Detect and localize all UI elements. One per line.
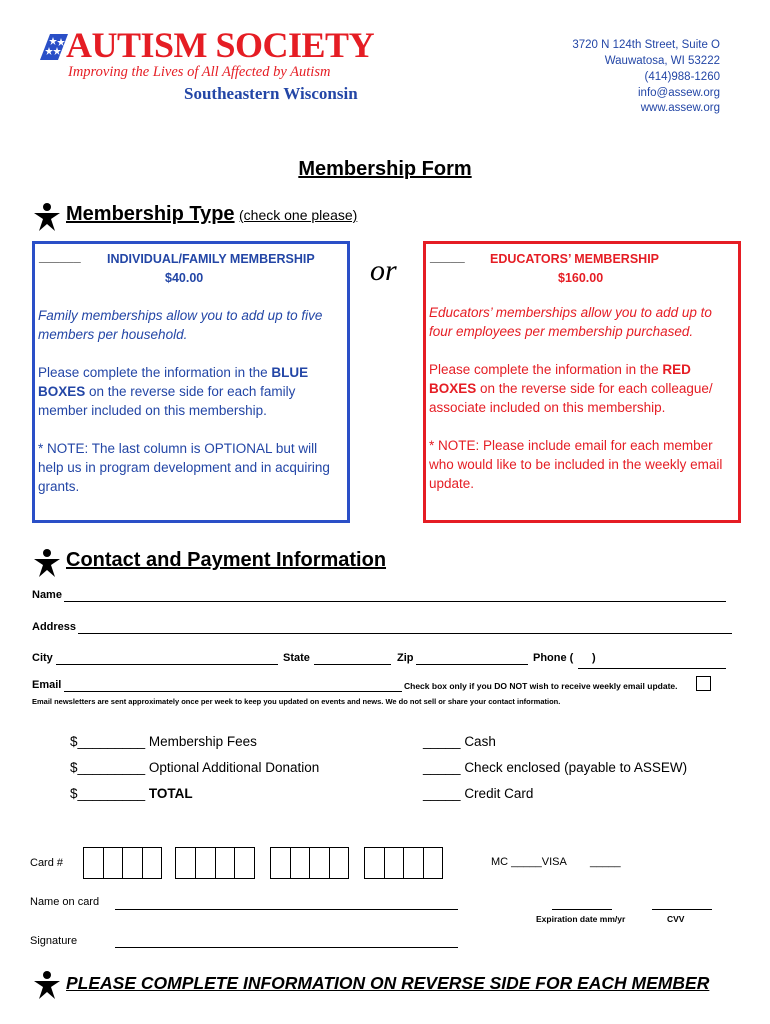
website[interactable]: www.assew.org <box>640 102 720 114</box>
educators-para1: Educators’ memberships allow you to add up to four employees per membership purchased. <box>429 305 712 339</box>
card-digits-group-2[interactable] <box>175 847 255 879</box>
email-address[interactable]: info@assew.org <box>638 87 720 99</box>
membership-heading-row <box>66 203 357 226</box>
email-label: Email <box>32 679 62 691</box>
educators-membership-title: EDUCATORS’ MEMBERSHIP <box>490 252 660 266</box>
person-star-icon <box>32 548 62 578</box>
email-optout-text: Check box only if you DO NOT wish to receive weekly email update. <box>404 681 678 691</box>
name-field[interactable] <box>64 601 726 602</box>
signature-label: Signature <box>30 935 78 947</box>
individual-membership-title: INDIVIDUAL/FAMILY MEMBERSHIP <box>107 252 315 266</box>
phone-close-paren: ) <box>592 652 596 664</box>
address-field[interactable] <box>78 633 732 634</box>
signature-field[interactable] <box>115 947 458 948</box>
individual-para2: Please complete the information in the BLUE BOXES on the reverse side for each family member included on this membership. <box>38 365 309 418</box>
footer-instruction: PLEASE COMPLETE INFORMATION ON REVERSE SIDE FOR EACH MEMBER <box>66 973 710 993</box>
address-line2: Wauwatosa, WI 53222 <box>604 55 720 67</box>
card-digits-group-1[interactable] <box>83 847 162 879</box>
state-label: State <box>283 652 310 664</box>
cvv-field[interactable] <box>652 909 712 910</box>
educators-checkbox-blank[interactable]: _____ <box>430 250 465 264</box>
logo-stars-icon <box>36 32 70 62</box>
cash-option[interactable]: _____ Cash <box>423 734 496 749</box>
card-digits-group-4[interactable] <box>364 847 443 879</box>
individual-membership-box <box>32 241 350 523</box>
org-region: Southeastern Wisconsin <box>184 84 358 103</box>
expiration-label: Expiration date mm/yr <box>536 914 626 924</box>
email-field[interactable] <box>64 691 402 692</box>
cvv-label: CVV <box>667 914 685 924</box>
phone-number: (414)988-1260 <box>644 71 720 83</box>
state-field[interactable] <box>314 664 391 665</box>
card-type-mc-visa[interactable]: MC _____VISA <box>491 856 567 868</box>
total-row[interactable]: $_________ TOTAL <box>70 786 193 801</box>
membership-type-heading: Membership Type <box>66 203 235 225</box>
credit-card-option[interactable]: _____ Credit Card <box>423 786 534 801</box>
form-title: Membership Form <box>298 158 472 180</box>
individual-note: * NOTE: The last column is OPTIONAL but will help us in program development and in acquiring grants. <box>38 441 330 494</box>
zip-field[interactable] <box>416 664 528 665</box>
or-word: or <box>370 254 397 287</box>
individual-membership-price: $40.00 <box>165 271 204 285</box>
individual-checkbox-blank[interactable]: ______ <box>39 250 81 264</box>
expiration-field[interactable] <box>552 909 612 910</box>
name-on-card-label: Name on card <box>30 896 100 908</box>
membership-heading-note: (check one please) <box>239 207 358 223</box>
email-optout-checkbox[interactable] <box>696 676 711 691</box>
zip-label: Zip <box>397 652 414 664</box>
individual-para1: Family memberships allow you to add up to five members per household. <box>38 308 323 342</box>
educators-membership-box <box>423 241 741 523</box>
educators-membership-price: $160.00 <box>558 271 604 285</box>
city-field[interactable] <box>56 664 278 665</box>
check-option[interactable]: _____ Check enclosed (payable to ASSEW) <box>423 760 688 775</box>
donation-row[interactable]: $_________ Optional Additional Donation <box>70 760 320 775</box>
address-label: Address <box>32 621 77 633</box>
educators-note: * NOTE: Please include email for each member who would like to be included in the weekly email update. <box>429 438 723 491</box>
card-digits-group-3[interactable] <box>270 847 349 879</box>
phone-label: Phone ( <box>533 652 574 664</box>
membership-fees-row[interactable]: $_________ Membership Fees <box>70 734 257 749</box>
org-tagline: Improving the Lives of All Affected by Autism <box>68 64 331 80</box>
name-label: Name <box>32 589 62 601</box>
person-star-icon <box>32 970 62 1000</box>
email-note: Email newsletters are sent approximately once per week to keep you updated on events and news. We do not sell or share your contact information. <box>32 697 561 706</box>
card-number-label: Card # <box>30 857 64 869</box>
person-star-icon <box>32 202 62 232</box>
visa-blank[interactable]: _____ <box>590 856 621 868</box>
phone-field[interactable] <box>578 668 726 669</box>
org-name-logo: AUTISM SOCIETY <box>66 25 375 65</box>
city-label: City <box>32 652 53 664</box>
address-line1: 3720 N 124th Street, Suite O <box>572 39 720 51</box>
name-on-card-field[interactable] <box>115 909 458 910</box>
educators-para2: Please complete the information in the RED BOXES on the reverse side for each colleague/ associate included on this membership. <box>429 362 713 415</box>
contact-payment-heading: Contact and Payment Information <box>66 549 387 571</box>
